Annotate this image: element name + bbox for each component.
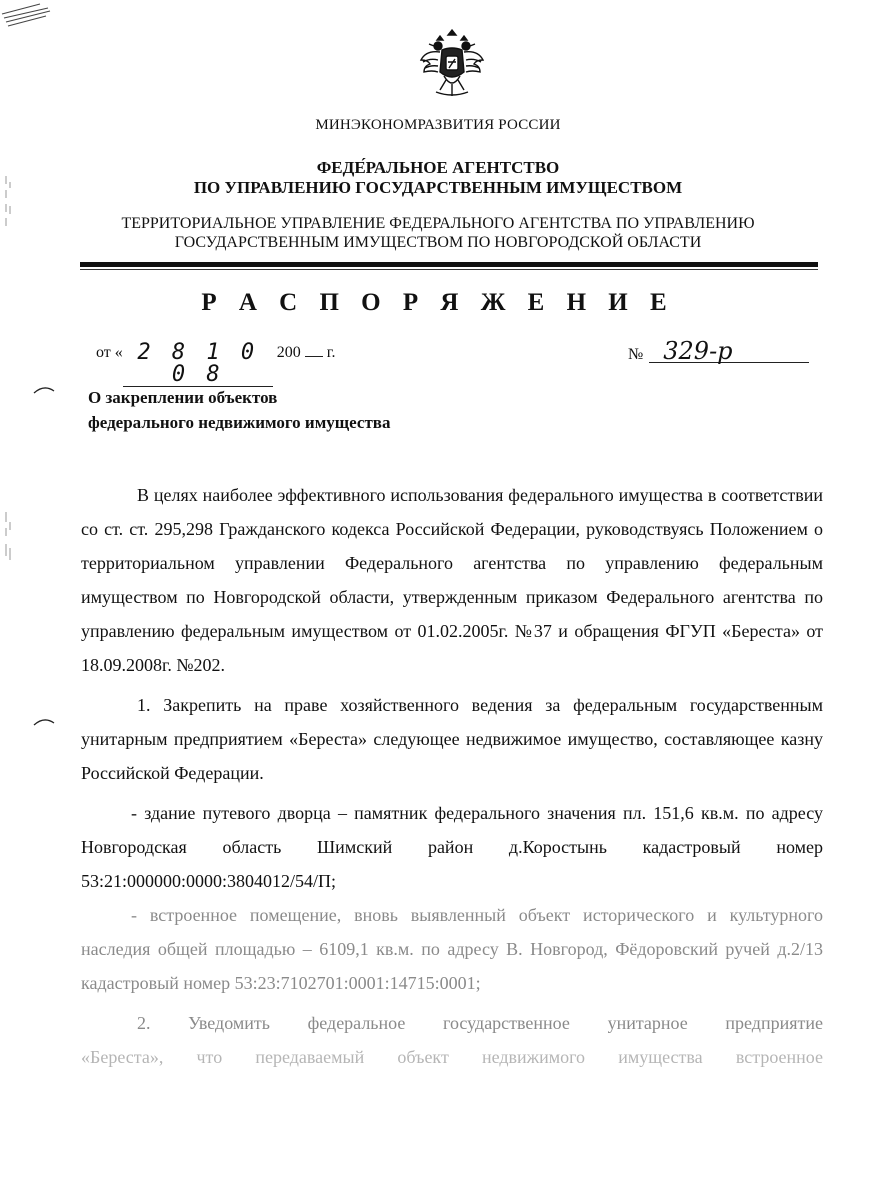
subject-line1: О закреплении объектов	[88, 388, 278, 407]
preamble-paragraph: В целях наиболее эффективного использования федерального имущества в соответствии со ст. ст. 295,298 Гражданского кодекса Российской Федерации, руководствуясь Положением о территориальном управлении Федерального агентства по управлению федеральным имуществом по Новгородской области, утвержденным приказом Федерального агентства по управлению федеральным имуществом от 01.02.2005г. №37 и обращения ФГУП «Береста» от 18.09.2008г. №202.	[81, 485, 823, 675]
ministry-name: МИНЭКОНОМРАЗВИТИЯ РОССИИ	[315, 117, 561, 133]
year-prefix: 200	[276, 344, 301, 361]
hole-punch-mark-lower	[32, 716, 56, 726]
date-prefix: от «	[96, 344, 123, 361]
agency-name	[0, 158, 876, 198]
item-2-line2: «Береста», что передаваемый объект недвижимого имущества встроенное	[81, 1047, 823, 1067]
territorial-office-line2: ГОСУДАРСТВЕННЫМ ИМУЩЕСТВОМ ПО НОВГОРОДСКОЙ ОБЛАСТИ	[174, 234, 702, 251]
document-subject	[88, 385, 390, 435]
year-suffix: г.	[326, 344, 336, 361]
item-1-paragraph: 1. Закрепить на праве хозяйственного ведения за федеральным государственным унитарным предприятием «Береста» следующее недвижимое имущество, составляющее казну Российской Федерации.	[81, 695, 823, 783]
hole-punch-mark	[32, 384, 56, 394]
territorial-office-name	[0, 214, 876, 252]
agency-name-line2: ПО УПРАВЛЕНИЮ ГОСУДАРСТВЕННЫМ ИМУЩЕСТВОМ	[193, 178, 683, 197]
subitem-2-paragraph: - встроенное помещение, вновь выявленный объект исторического и культурного наследия общей площадью – 6109,1 кв.м. по адресу В. Новгород, Фёдоровский ручей д.2/13 кадастровый номер 53:23:7102701:0001:14715:0001;	[81, 905, 823, 993]
territorial-office-line1: ТЕРРИТОРИАЛЬНОЕ УПРАВЛЕНИЕ ФЕДЕРАЛЬНОГО АГЕНТСТВА ПО УПРАВЛЕНИЮ	[121, 215, 755, 232]
item-2-line1: 2. Уведомить федеральное государственное унитарное предприятие	[137, 1013, 823, 1033]
number-label: №	[628, 346, 644, 363]
handwritten-date: 2 8 1 0 0 8	[123, 342, 273, 387]
subitem-1-paragraph: - здание путевого дворца – памятник федерального значения пл. 151,6 кв.м. по адресу Новгородская область Шимский район д.Коростынь кадастровый номер 53:21:000000:0000:3804012/54/П;	[81, 803, 823, 891]
document-type-title: Р А С П О Р Я Ж Е Н И Е	[201, 289, 675, 316]
subject-line2: федерального недвижимого имущества	[88, 413, 391, 432]
document-number	[628, 337, 809, 365]
year-blank	[305, 356, 323, 357]
header-divider-thin	[80, 269, 818, 270]
russian-coat-of-arms-icon	[418, 26, 486, 102]
document-body	[81, 478, 823, 1074]
agency-name-line1: ФЕДЕ́РАЛЬНОЕ АГЕНТСТВО	[316, 158, 560, 177]
document-date	[96, 340, 336, 385]
handwritten-number: 329-р	[649, 340, 809, 363]
corner-scribble	[0, 2, 54, 42]
margin-perforation-marks-lower	[4, 512, 14, 572]
header-divider-thick	[80, 262, 818, 267]
